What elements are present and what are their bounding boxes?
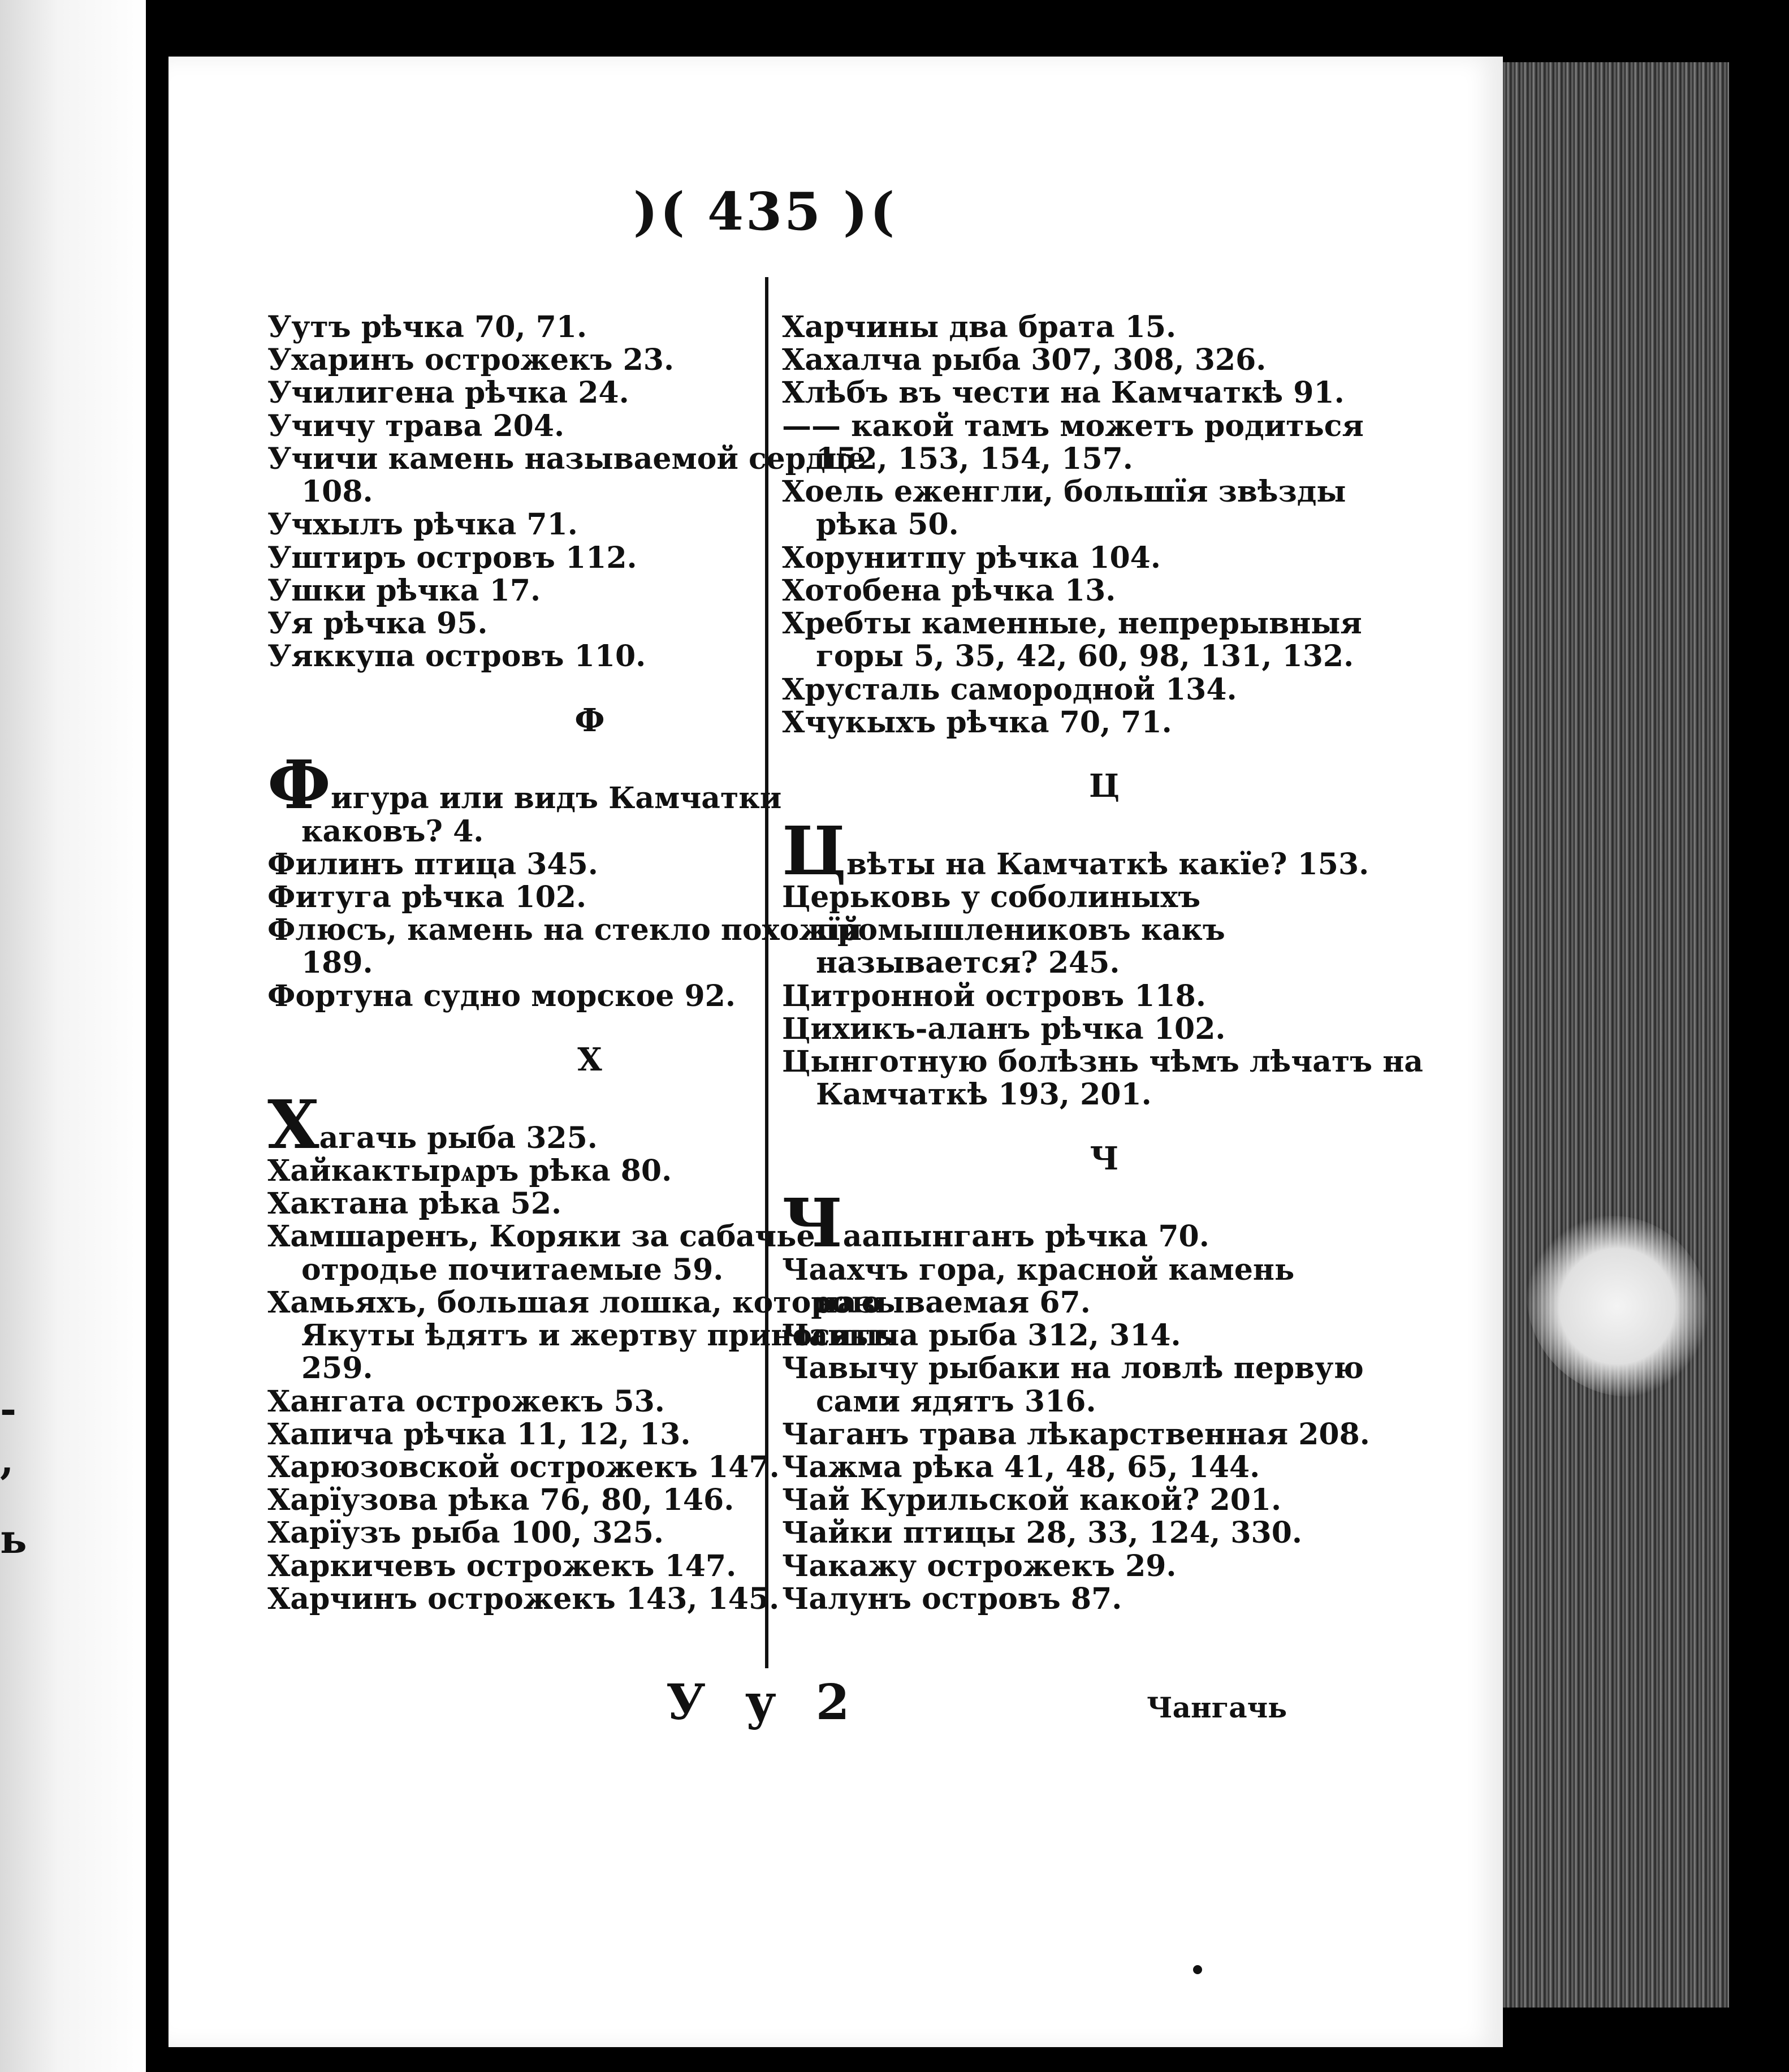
- index-entry: Цынготную болѣзнь чѣмъ лѣчатъ на Камчаткѣ 193, 201.: [782, 1044, 1423, 1112]
- index-entry: Хактана рѣка 52.: [267, 1186, 562, 1221]
- index-entry: Фитуга рѣчка 102.: [267, 880, 587, 914]
- index-entry: [782, 1184, 1427, 1263]
- book-fore-edge: [1503, 62, 1729, 2008]
- index-entry: Ушки рѣчка 17.: [267, 573, 541, 608]
- index-entry: Хапича рѣчка 11, 12, 13.: [267, 1417, 691, 1452]
- index-entry: Хамшаренъ, Коряки за сабачье отродье почитаемые 59.: [267, 1219, 815, 1287]
- book-page: [168, 57, 1503, 2047]
- index-entry: Уштиръ островъ 112.: [267, 540, 637, 575]
- index-entry: Училигена рѣчка 24.: [267, 375, 629, 411]
- index-entry: Цитронной островъ 118.: [782, 978, 1206, 1013]
- index-entry: Хайкактырѧръ рѣка 80.: [267, 1153, 672, 1188]
- section-letter-heading: Ч: [1090, 1139, 1119, 1177]
- index-entry: Харчинъ острожекъ 143, 145.: [267, 1581, 780, 1616]
- index-entry: Хангата острожекъ 53.: [267, 1384, 665, 1419]
- index-entry: Чакажу острожекъ 29.: [782, 1548, 1177, 1583]
- index-entry: Харїузова рѣка 76, 80, 146.: [267, 1483, 734, 1518]
- index-entry: Цихикъ-аланъ рѣчка 102.: [782, 1011, 1226, 1046]
- index-entry: —— какой тамъ можетъ родиться 152, 153, 154, 157.: [782, 408, 1364, 476]
- drop-cap: Ц: [782, 811, 847, 890]
- index-entry: Чайки птицы 28, 33, 124, 330.: [782, 1516, 1303, 1551]
- index-entry: Церьковь у соболиныхъ промышлениковъ какъ называется? 245.: [782, 880, 1225, 981]
- index-entry: Чавыча рыба 312, 314.: [782, 1318, 1181, 1353]
- ink-dot: [1193, 1965, 1202, 1974]
- entry-text: аапынганъ рѣчка 70.: [842, 1219, 1209, 1254]
- index-entry: Чажма рѣка 41, 48, 65, 144.: [782, 1450, 1260, 1484]
- index-entry: Учичу трава 204.: [267, 408, 565, 443]
- edge-mark: ь: [0, 1516, 27, 1562]
- index-entry: Чавычу рыбаки на ловлѣ первую сами ядятъ 316.: [782, 1351, 1364, 1419]
- index-entry: Ухаринъ острожекъ 23.: [267, 343, 675, 378]
- index-entry: Уяккупа островъ 110.: [267, 639, 646, 674]
- index-entry: Хахалча рыба 307, 308, 326.: [782, 343, 1267, 378]
- entry-text: вѣты на Камчаткѣ какїе? 153.: [846, 847, 1369, 882]
- index-entry: Фортуна судно морское 92.: [267, 978, 736, 1013]
- section-letter-heading: Ф: [574, 701, 605, 739]
- index-entry: Хотобена рѣчка 13.: [782, 573, 1116, 608]
- section-letter-heading: Х: [577, 1041, 602, 1078]
- index-entry: Учичи камень называемой сердце 108.: [267, 441, 866, 510]
- index-entry: Хчукыхъ рѣчка 70, 71.: [782, 705, 1172, 740]
- index-entry: Филинъ птица 345.: [267, 847, 598, 882]
- index-entry: Уутъ рѣчка 70, 71.: [267, 310, 587, 344]
- page-footer: [168, 1674, 1503, 1742]
- index-entry: Чаганъ трава лѣкарственная 208.: [782, 1417, 1370, 1452]
- index-entry: Флюсъ, камень на стекло похожїй 189.: [267, 913, 862, 981]
- catchword: Чангачь: [1147, 1691, 1287, 1724]
- drop-cap: Ф: [267, 745, 331, 825]
- page-number: )( 435 )(: [633, 181, 897, 242]
- index-entry: Хребты каменные, непрерывныя горы 5, 35, 42, 60, 98, 131, 132.: [782, 606, 1362, 674]
- index-entry: Хамьяхъ, большая лошка, которою Якуты ѣдятъ и жертву приносятъ 259.: [267, 1285, 893, 1386]
- index-entry: Чалунъ островъ 87.: [782, 1581, 1122, 1616]
- edge-mark: -: [0, 1385, 17, 1432]
- index-entry: Хрусталь самородной 134.: [782, 672, 1237, 707]
- index-entry: Уя рѣчка 95.: [267, 606, 488, 641]
- index-entry: Харкичевъ острожекъ 147.: [267, 1548, 737, 1583]
- index-entry: Хлѣбъ въ чести на Камчаткѣ 91.: [782, 375, 1345, 411]
- index-entry: Хоель еженгли, большїя звѣзды рѣка 50.: [782, 474, 1346, 542]
- section-letter-heading: Ц: [1088, 767, 1120, 805]
- entry-text: игура или видъ Камчатки каковъ? 4.: [301, 781, 782, 849]
- entry-text: агачь рыба 325.: [319, 1120, 598, 1155]
- index-entry: Харюзовской острожекъ 147.: [267, 1450, 780, 1484]
- book-gutter: [146, 0, 168, 2072]
- index-entry: [782, 811, 1427, 890]
- index-entry: Чаахчъ гора, красной камень называемая 67.: [782, 1252, 1295, 1320]
- drop-cap: Ч: [782, 1184, 843, 1263]
- index-entry: Харчины два брата 15.: [782, 310, 1177, 344]
- edge-mark: ,: [0, 1436, 14, 1483]
- index-entry: Хорунитпу рѣчка 104.: [782, 540, 1161, 575]
- index-column-right: [782, 311, 1427, 1616]
- signature-mark: У у 2: [666, 1674, 861, 1731]
- index-entry: Учхылъ рѣчка 71.: [267, 507, 578, 542]
- left-page-edge: [0, 0, 146, 2072]
- index-entry: Харїузъ рыба 100, 325.: [267, 1516, 664, 1551]
- index-entry: Чай Курильской какой? 201.: [782, 1483, 1282, 1518]
- drop-cap: Х: [267, 1085, 319, 1164]
